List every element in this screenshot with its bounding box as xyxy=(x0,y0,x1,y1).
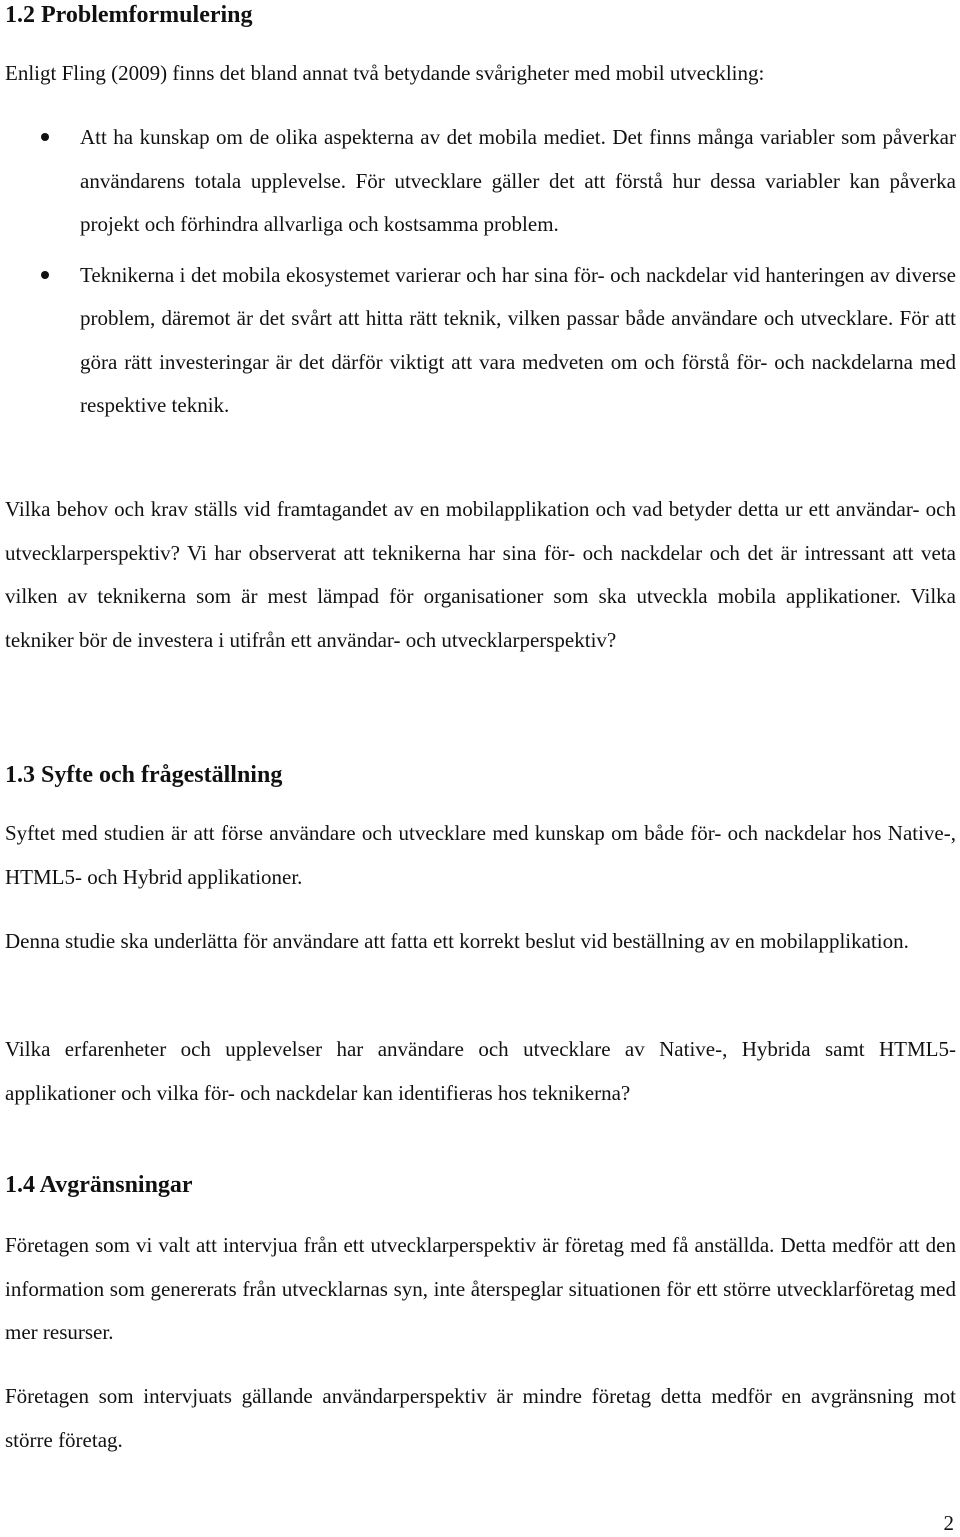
list-item xyxy=(5,254,956,428)
bullet-icon xyxy=(41,133,49,141)
section-heading-avgransningar: 1.4 Avgränsningar xyxy=(5,1172,193,1198)
bullet-icon xyxy=(41,271,49,279)
intro-paragraph: Enligt Fling (2009) finns det bland annat två betydande svårigheter med mobil utveckling: xyxy=(5,61,765,85)
page-number: 2 xyxy=(943,1511,954,1535)
list-item-text: Teknikerna i det mobila ekosystemet varierar och har sina för- och nackdelar vid hanteringen av diverse problem, däremot är det svårt att hitta rätt teknik, vilken passar både användare och utvecklare. För att göra rätt investeringar är det därför viktigt att vara medveten om och förstå för- och nackdelarna med respektive teknik. xyxy=(80,262,956,417)
section-heading-syfte: 1.3 Syfte och frågeställning xyxy=(5,762,283,788)
difficulty-list xyxy=(5,116,956,428)
research-question-paragraph: Vilka erfarenheter och upplevelser har användare och utvecklare av Native-, Hybrida samt HTML5-applikationer och vilka för- och nackdelar kan identifieras hos teknikerna? xyxy=(5,1037,956,1105)
list-item-text: Att ha kunskap om de olika aspekterna av det mobila mediet. Det finns många variabler som påverkar användarens totala upplevelse. För utvecklare gäller det att förstå hur dessa variabler kan påverka projekt och förhindra allvarliga och kostsamma problem. xyxy=(80,125,956,236)
problem-paragraph: Vilka behov och krav ställs vid framtagandet av en mobilapplikation och vad betyder detta ur ett användar- och utvecklarperspektiv? Vi har observerat att teknikerna har sina för- och nackdelar och det är intressant att veta vilken av teknikerna som är mest lämpad för organisationer som ska utveckla mobila applikationer. Vilka tekniker bör de investera i utifrån ett användar- och utvecklarperspektiv? xyxy=(5,497,956,652)
delimitation-paragraph-2: Företagen som intervjuats gällande användarperspektiv är mindre företag detta medför en avgränsning mot större företag. xyxy=(5,1384,956,1452)
delimitation-paragraph: Företagen som vi valt att intervjua från ett utvecklarperspektiv är företag med få anställda. Detta medför att den information som genererats från utvecklarnas syn, inte återspeglar situationen för ett större utvecklarföretag med mer resurser. xyxy=(5,1233,956,1344)
purpose-paragraph: Syftet med studien är att förse användare och utvecklare med kunskap om både för- och nackdelar hos Native-, HTML5- och Hybrid applikationer. xyxy=(5,821,956,889)
decision-paragraph: Denna studie ska underlätta för användare att fatta ett korrekt beslut vid beställning av en mobilapplikation. xyxy=(5,929,909,953)
list-item xyxy=(5,116,956,247)
section-heading-problemformulering: 1.2 Problemformulering xyxy=(5,2,253,28)
